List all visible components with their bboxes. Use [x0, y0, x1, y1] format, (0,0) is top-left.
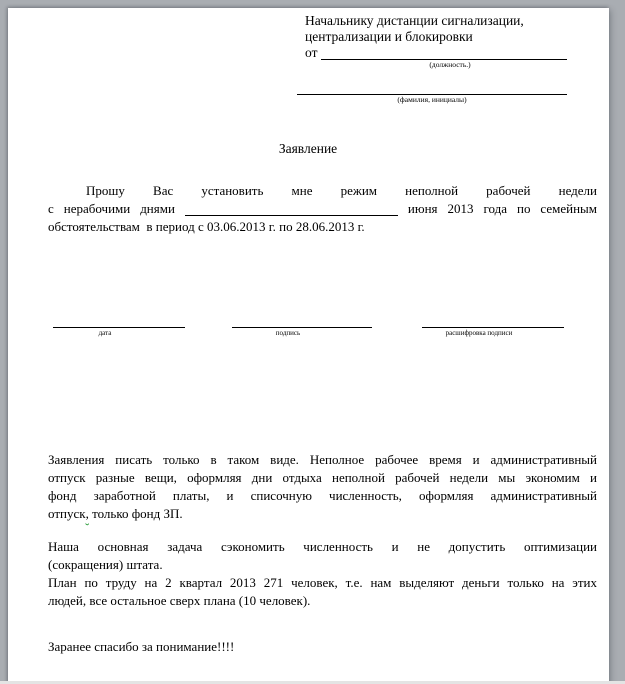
grammar-squiggle-comma: , [85, 506, 89, 521]
addressee-line-1: Начальнику дистанции сигнализации, [305, 13, 524, 28]
request-line-2 [48, 200, 597, 218]
request-line-3: обстоятельствам в период с 03.06.2013 г. по 28.06.2013 г. [48, 219, 365, 234]
request-paragraph [48, 182, 597, 236]
plan-line-2: (сокращения) штата. [48, 557, 163, 572]
document-page[interactable] [8, 8, 609, 684]
plan-line-1: Наша основная задача сэкономить численность и не допустить оптимизации [48, 539, 597, 554]
closing-line: Заранее спасибо за понимание!!!! [48, 639, 235, 654]
note-line-1: Заявления писать только в таком виде. Неполное рабочее время и административный [48, 452, 597, 467]
transcript-signature-block [422, 313, 564, 338]
note-line-3: фонд заработной платы, и списочную численность, оформляя административный [48, 488, 597, 503]
plan-line-3: План по труду на 2 квартал 2013 271 человек, т.е. нам выделяют деньги только на этих [48, 575, 597, 590]
addressee-line-2: централизации и блокировки [305, 29, 473, 44]
signature-line [232, 313, 372, 328]
name-blank-line [297, 79, 567, 95]
note-line-2: отпуск разные вещи, оформляя дни отдыха неполной рабочей недели мы экономим и [48, 470, 597, 485]
note-line-4-before: отпуск [48, 506, 86, 521]
request-line-2-after: июня 2013 года по семейным [407, 201, 597, 216]
request-line-2-before: с нерабочими днями [48, 201, 175, 216]
note-paragraph [48, 451, 597, 523]
note-line-4-after: только фонд ЗП. [88, 506, 183, 521]
addressee-block [297, 13, 567, 104]
request-line-1: Прошу Вас установить мне режим неполной рабочей недели [86, 183, 597, 198]
date-signature-block [53, 313, 185, 338]
plan-line-4: людей, все остальное сверх плана (10 человек). [48, 593, 311, 608]
days-blank-line [185, 214, 398, 216]
position-blank-line [321, 45, 567, 60]
document-title: Заявление [278, 141, 338, 156]
date-line [53, 313, 185, 328]
transcript-label: расшифровка подписи [445, 329, 513, 337]
note-line-4 [48, 505, 597, 523]
from-row [297, 45, 567, 60]
from-label: от [305, 45, 318, 60]
signature-label: подпись [275, 329, 301, 337]
plan-paragraph [48, 538, 597, 610]
position-hint: (должность.) [429, 60, 471, 69]
signature-block [232, 313, 372, 338]
name-hint: (фамилия, инициалы) [397, 95, 467, 104]
transcript-line [422, 313, 564, 328]
date-label: дата [98, 329, 112, 337]
